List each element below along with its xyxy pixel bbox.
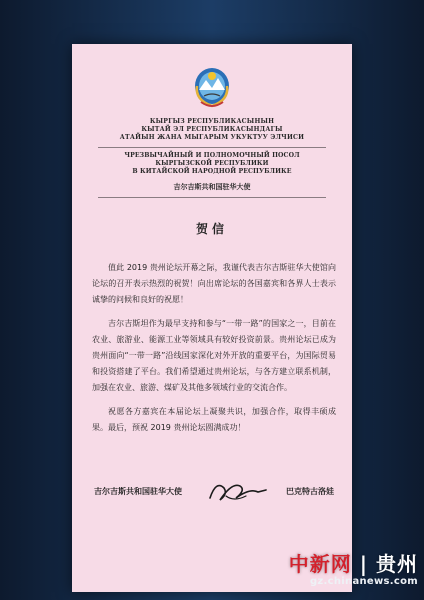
letterhead-kyrgyz-line-1: КЫРГЫЗ РЕСПУБЛИКАСЫНЫН — [149, 118, 275, 125]
letterhead-divider-2 — [98, 197, 326, 198]
watermark-region: 贵州 — [376, 552, 418, 576]
signature-name: 巴克特古洛娃 — [286, 487, 334, 496]
letterhead-russian-line-2: КЫРГЫЗСКОЙ РЕСПУБЛИКИ — [155, 160, 269, 167]
letter-title: 贺信 — [195, 222, 228, 236]
letterhead-chinese: 吉尔吉斯共和国驻华大使 — [173, 182, 251, 191]
letterhead-russian-line-1: ЧРЕЗВЫЧАЙНЫЙ И ПОЛНОМОЧНЫЙ ПОСОЛ — [124, 152, 300, 159]
letterhead-kyrgyz-line-2: КЫТАЙ ЭЛ РЕСПУБЛИКАСЫНДАГЫ — [141, 126, 283, 133]
kyrgyz-state-emblem-icon — [193, 66, 231, 112]
letterhead-russian-line-3: В КИТАЙСКОЙ НАРОДНОЙ РЕСПУБЛИКЕ — [132, 168, 292, 175]
watermark-separator: | — [359, 552, 369, 576]
letter-paragraph-1: 值此 2019 贵州论坛开幕之际，我谨代表吉尔吉斯驻华大使馆向论坛的召开表示热烈的祝贺！向出席论坛的各国嘉宾和各界人士表示诚挚的问候和良好的祝愿！ — [92, 263, 336, 304]
watermark-brand: 中新网 — [288, 552, 352, 576]
letter-body — [92, 260, 336, 444]
letterhead-kyrgyz-line-3: АТАЙЫН ЖАНА МЫГАРЫМ УКУКТУУ ЭЛЧИСИ — [119, 134, 305, 141]
watermark-url: gz.chinanews.com — [309, 576, 418, 587]
signature-block — [94, 482, 334, 502]
letter-paragraph-3: 祝愿各方嘉宾在本届论坛上凝聚共识，加强合作，取得丰硕成果。最后，预祝 2019 贵州论坛圆满成功！ — [92, 407, 336, 432]
handwritten-signature-icon — [206, 476, 276, 506]
letter-paper — [72, 44, 352, 592]
letter-paragraph-2: 吉尔吉斯坦作为最早支持和参与“一带一路”的国家之一，目前在农业、旅游业、能源工业等领域具有较好投资前景。贵州论坛已成为贵州面向“一带一路”沿线国家深化对外开放的重要平台，为国际贸易和投资搭建了平台。我们希望通过贵州论坛，与各方建立联系机制，加强在农业、旅游、煤矿及其他多领域行业的交流合作。 — [92, 319, 336, 392]
signature-title: 吉尔吉斯共和国驻华大使 — [94, 487, 182, 496]
chinanews-watermark — [278, 548, 418, 592]
letterhead-divider-1 — [98, 147, 326, 148]
